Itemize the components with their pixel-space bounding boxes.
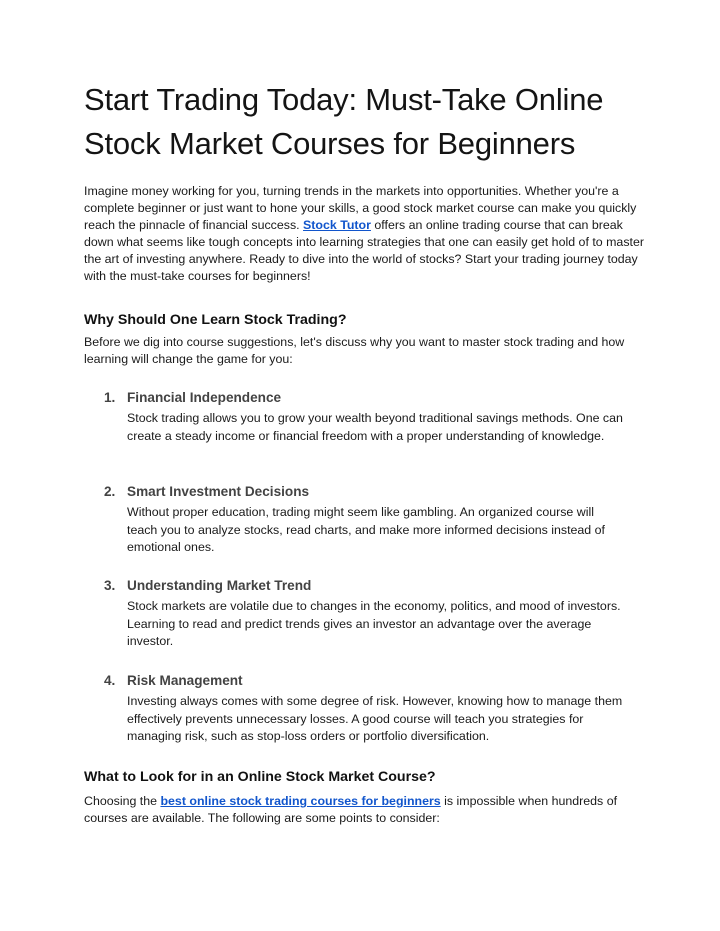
list-item-heading: Understanding Market Trend	[127, 578, 312, 593]
list-item-heading: Risk Management	[127, 673, 243, 688]
list-item-title	[104, 577, 624, 595]
section-what-text-start: Choosing the	[84, 794, 161, 808]
list-item-body: Stock trading allows you to grow your wealth beyond traditional savings methods. One can create a steady income or financial freedom with a proper understanding of knowledge.	[127, 411, 623, 443]
intro-text-start: Imagine money working for you, turning trends in the markets into opportunities. Whether you're a complete beginner or just want to hone your skills, a good stock market course can make you quickly reach the pinnacle of financial success.	[84, 184, 637, 232]
section-why-paragraph: Before we dig into course suggestions, let's discuss why you want to master stock trading and how learning will change the game for you:	[84, 335, 625, 366]
list-item-heading: Smart Investment Decisions	[127, 484, 310, 499]
section-heading-why: Why Should One Learn Stock Trading?	[84, 312, 347, 328]
list-item	[104, 483, 624, 557]
list-item-title	[104, 672, 624, 690]
list-item-title	[104, 483, 624, 501]
list-item-body: Without proper education, trading might seem like gambling. An organized course will teach you to analyze stocks, read charts, and make more informed decisions instead of emotional ones.	[127, 505, 605, 554]
best-courses-link[interactable]: best online stock trading courses for beginners	[160, 794, 441, 808]
list-item-number: 1.	[104, 390, 116, 405]
section-what-paragraph	[84, 793, 644, 827]
list-item-number: 2.	[104, 484, 116, 499]
intro-paragraph	[84, 183, 644, 285]
page-title: Start Trading Today: Must-Take Online Stock Market Courses for Beginners	[84, 82, 604, 161]
list-item-body: Investing always comes with some degree of risk. However, knowing how to manage them effectively prevents unnecessary losses. A good course will teach you strategies for managing risk, such as stop-loss orders or portfolio diversification.	[127, 694, 623, 743]
list-item-heading: Financial Independence	[127, 390, 282, 405]
stock-tutor-link[interactable]: Stock Tutor	[303, 218, 371, 232]
list-item-number: 4.	[104, 673, 116, 688]
list-item-number: 3.	[104, 578, 116, 593]
intro-text-end: offers an online trading course that can break down what seems like tough concepts into learning strategies that one can easily get hold of to master the art of investing anywhere. Ready to dive into the world of stocks? Start your trading journey today with the must-take courses for beginners!	[84, 218, 644, 283]
list-item	[104, 577, 624, 651]
list-item	[104, 389, 624, 445]
list-item	[104, 672, 624, 746]
list-item-title	[104, 389, 624, 407]
section-what-text-end: is impossible when hundreds of courses are available. The following are some points to consider:	[84, 794, 618, 825]
list-item-body: Stock markets are volatile due to changes in the economy, politics, and mood of investors. Learning to read and predict trends gives an investor an advantage over the average investor.	[127, 599, 621, 648]
section-heading-what: What to Look for in an Online Stock Market Course?	[84, 769, 436, 785]
